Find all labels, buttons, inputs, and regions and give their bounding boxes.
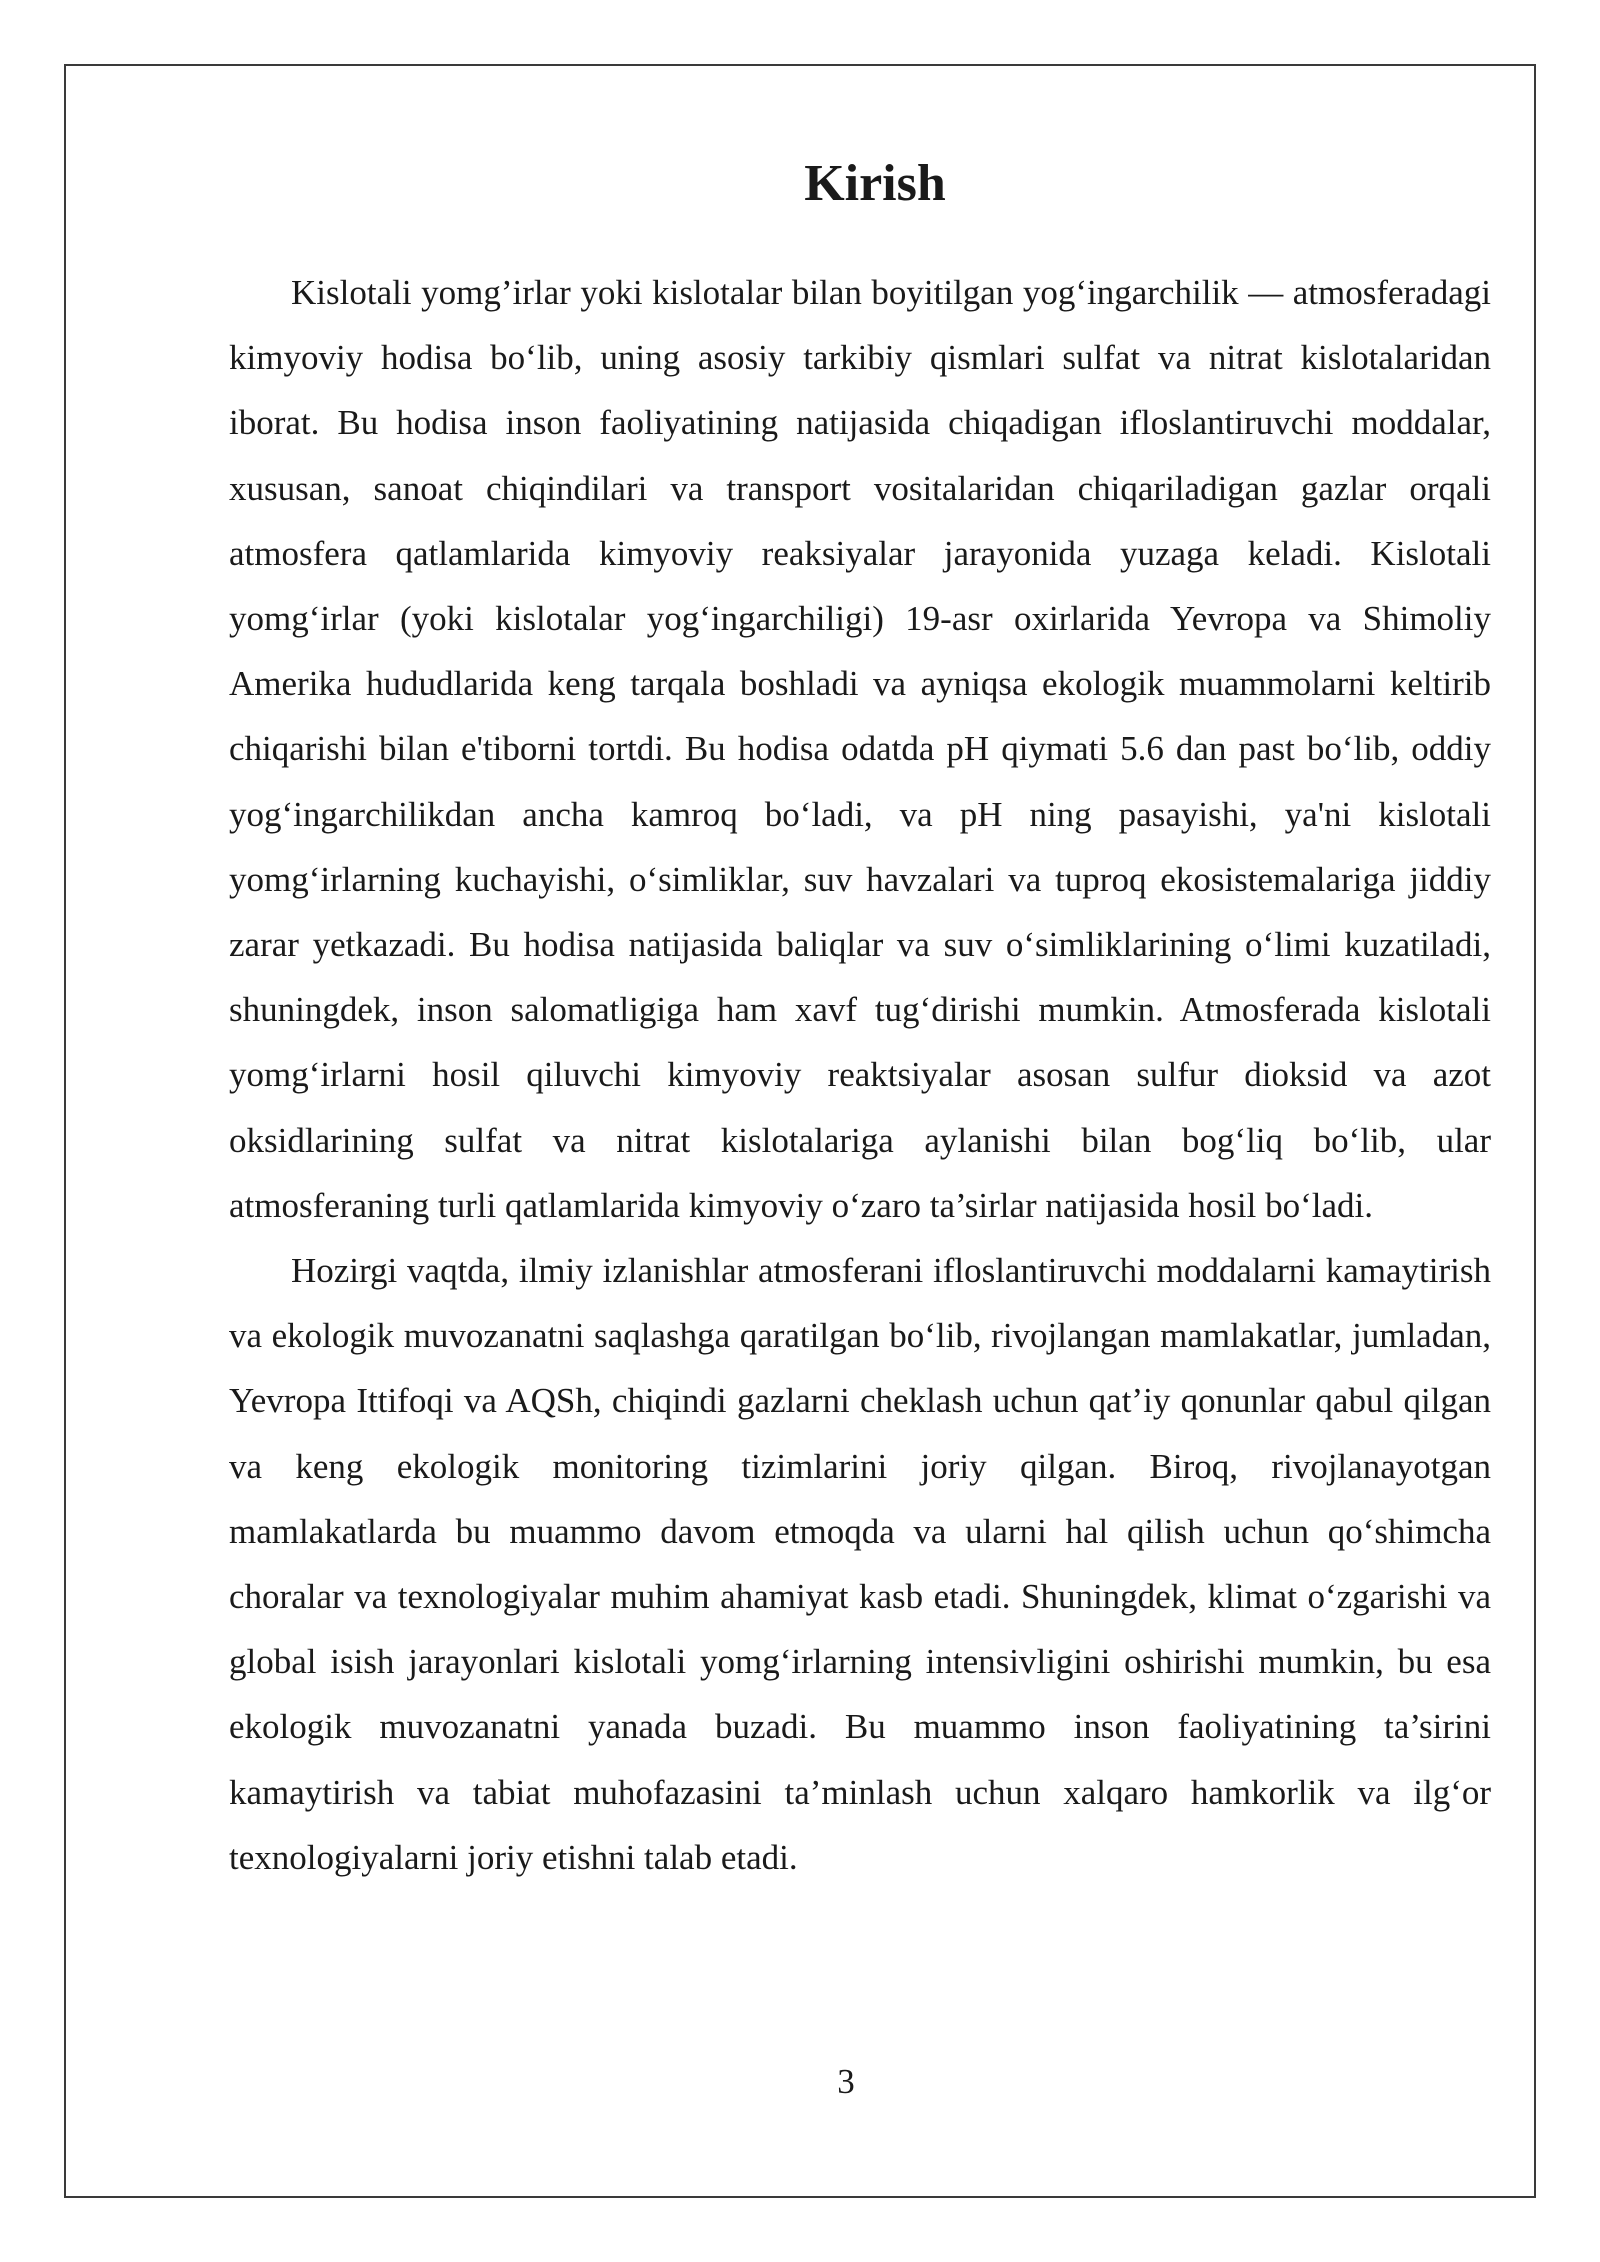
page-title: Kirish [804,155,946,212]
paragraph-2: Hozirgi vaqtda, ilmiy izlanishlar atmosferani ifloslantiruvchi moddalarni kamaytirish va ekologik muvozanatni saqlashga qaratilgan bo‘lib, rivojlangan mamlakatlar, jumladan, Yevropa Ittifoqi va AQSh, chiqindi gazlarni cheklash uchun qat’iy qonunlar qabul qilgan va keng ekologik monitoring tizimlarini joriy qilgan. Biroq, rivojlanayotgan mamlakatlarda bu muammo davom etmoqda va ularni hal qilish uchun qo‘shimcha choralar va texnologiyalar muhim ahamiyat kasb etadi. Shuningdek, klimat o‘zgarishi va global isish jarayonlari kislotali yomg‘irlarning intensivligini oshirishi mumkin, bu esa ekologik muvozanatni yanada buzadi. Bu muammo inson faoliyatining ta’sirini kamaytirish va tabiat muhofazasini ta’minlash uchun xalqaro hamkorlik va ilg‘or texnologiyalarni joriy etishni talab etadi. [229,1251,1491,1877]
page-number: 3 [837,2062,855,2101]
page-content [229,148,1491,1890]
body-text [229,260,1491,1890]
paragraph-1: Kislotali yomg’irlar yoki kislotalar bilan boyitilgan yog‘ingarchilik — atmosferadagi kimyoviy hodisa bo‘lib, uning asosiy tarkibiy qismlari sulfat va nitrat kislotalaridan iborat. Bu hodisa inson faoliyatining natijasida chiqadigan ifloslantiruvchi moddalar, xususan, sanoat chiqindilari va transport vositalaridan chiqariladigan gazlar orqali atmosfera qatlamlarida kimyoviy reaksiyalar jarayonida yuzaga keladi. Kislotali yomg‘irlar (yoki kislotalar yog‘ingarchiligi) 19-asr oxirlarida Yevropa va Shimoliy Amerika hududlarida keng tarqala boshladi va ayniqsa ekologik muammolarni keltirib chiqarishi bilan e'tiborni tortdi. Bu hodisa odatda pH qiymati 5.6 dan past bo‘lib, oddiy yog‘ingarchilikdan ancha kamroq bo‘ladi, va pH ning pasayishi, ya'ni kislotali yomg‘irlarning kuchayishi, o‘simliklar, suv havzalari va tuproq ekosistemalariga jiddiy zarar yetkazadi. Bu hodisa natijasida baliqlar va suv o‘simliklarining o‘limi kuzatiladi, shuningdek, inson salomatligiga ham xavf tug‘dirishi mumkin. Atmosferada kislotali yomg‘irlarni hosil qiluvchi kimyoviy reaktsiyalar asosan sulfur dioksid va azot oksidlarining sulfat va nitrat kislotalariga aylanishi bilan bog‘liq bo‘lib, ular atmosferaning turli qatlamlarida kimyoviy o‘zaro ta’sirlar natijasida hosil bo‘ladi. [229,273,1491,1225]
